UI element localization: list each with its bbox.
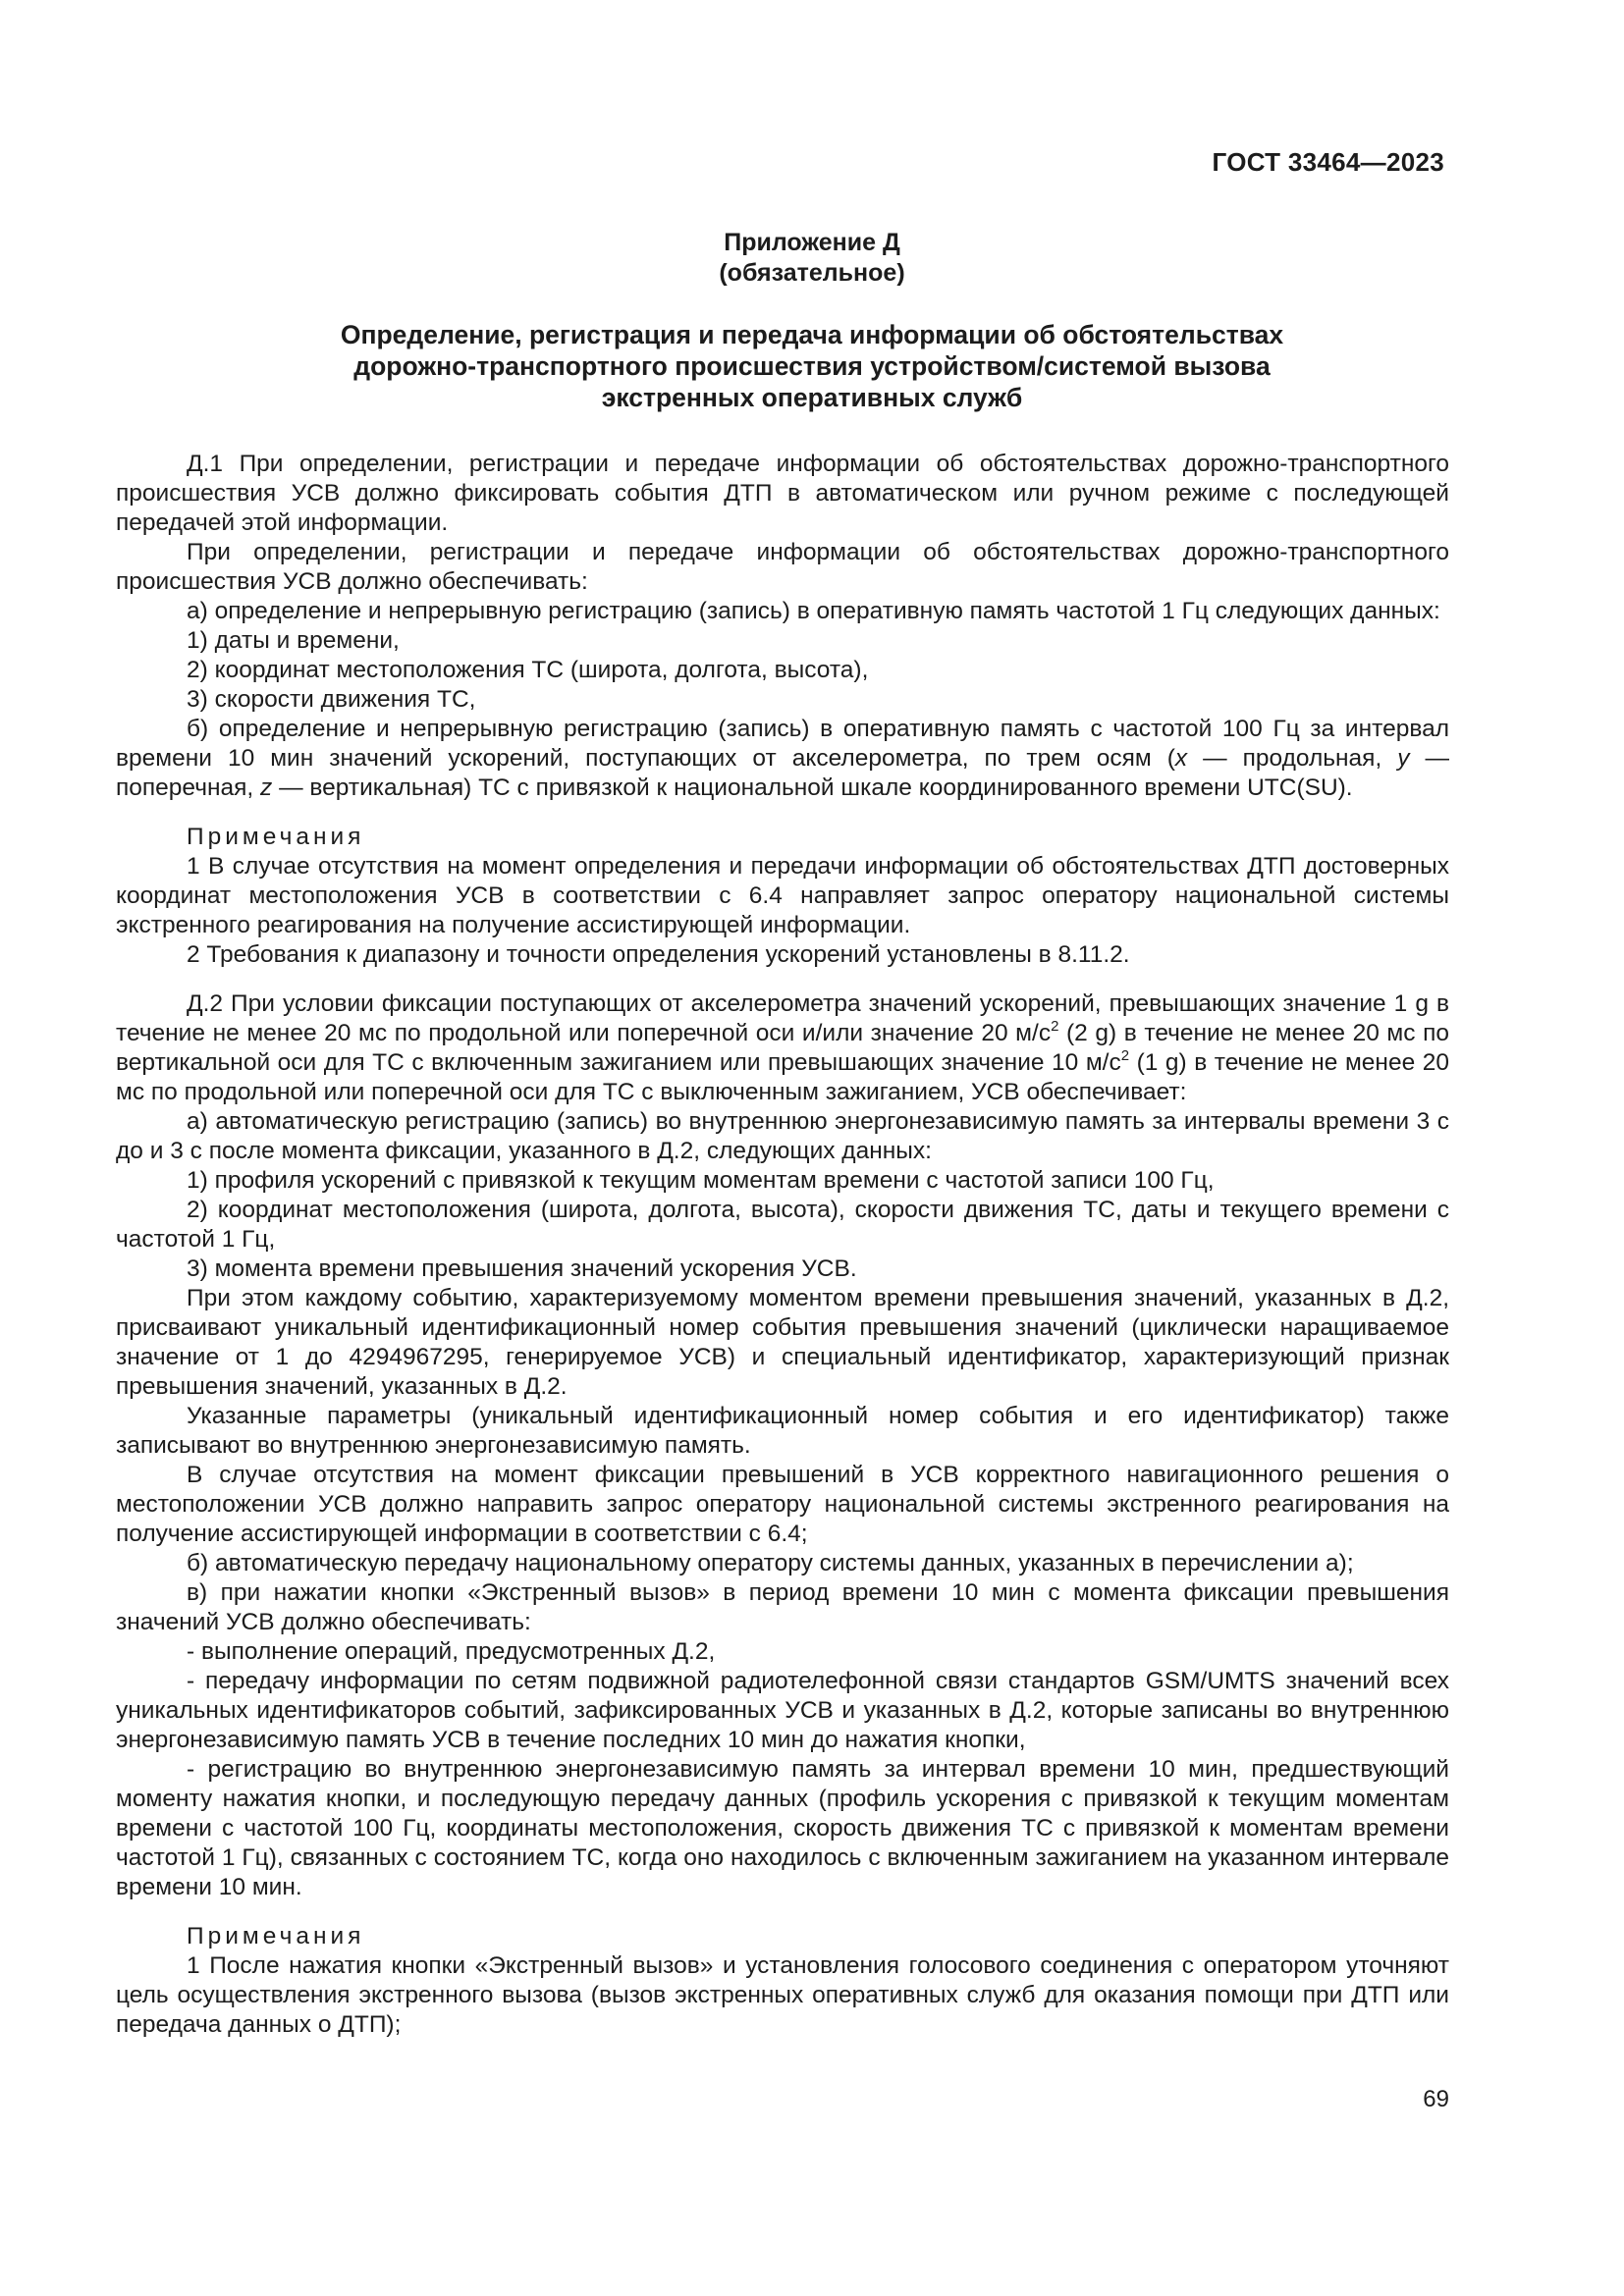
list-item: 2) координат местоположения (широта, долгота, высота), скорости движения ТС, даты и текущего времени с частотой 1 Гц, — [116, 1197, 1449, 1253]
list-item: в) при нажатии кнопки «Экстренный вызов» в период времени 10 мин с момента фиксации превышения значений УСВ должно обеспечивать: — [116, 1579, 1449, 1635]
list-item — [116, 715, 1449, 803]
list-item: 1) профиля ускорений с привязкой к текущим моментам времени с частотой записи 100 Гц, — [187, 1167, 1215, 1194]
axis-symbol: x — [1174, 745, 1188, 772]
paragraph: При этом каждому событию, характеризуемому моментом времени превышения значений, указанных в Д.2, присваивают уникальный идентификационный номер события превышения значений (циклически наращиваемое значение от 1 до 4294967295, генерируемое УСВ) и специальный идентификатор, характеризующий признак превышения значений, указанных в Д.2. — [116, 1285, 1449, 1400]
list-item: - выполнение операций, предусмотренных Д.2, — [187, 1638, 716, 1665]
list-item: - передачу информации по сетям подвижной радиотелефонной связи стандартов GSM/UMTS значений всех уникальных идентификаторов событий, зафиксированных УСВ и указанных в Д.2, которые записаны во внутреннюю энергонезависимую память УСВ в течение последних 10 мин до нажатия кнопки, — [116, 1668, 1449, 1753]
note-item: 1 После нажатия кнопки «Экстренный вызов» и установления голосового соединения с оператором уточняют цель осуществления экстренного вызова (вызов экстренных оперативных служб для оказания помощи при ДТП или передача данных о ДТП); — [116, 1952, 1449, 2038]
axis-symbol: z — [260, 774, 273, 801]
appendix-title — [0, 319, 1624, 413]
paragraph: Д.1 При определении, регистрации и передаче информации об обстоятельствах дорожно-транспортного происшествия УСВ должно фиксировать события ДТП в автоматическом или ручном режиме с последующей передачей этой информации. — [116, 451, 1449, 536]
title-line: Определение, регистрация и передача информации об обстоятельствах — [340, 320, 1284, 349]
standard-code: ГОСТ 33464—2023 — [1212, 147, 1444, 177]
text-run: б) определение и непрерывную регистрацию (запись) в оперативную память с частотой 100 Гц за интервал времени 10 мин значений ускорений, поступающих от акселерометра, по трем осям ( — [116, 716, 1449, 772]
paragraph: При определении, регистрации и передаче информации об обстоятельствах дорожно-транспортного происшествия УСВ должно обеспечивать: — [116, 539, 1449, 595]
list-item: 1) даты и времени, — [187, 627, 400, 654]
superscript: 2 — [1051, 1018, 1059, 1035]
superscript: 2 — [1120, 1047, 1130, 1064]
paragraph: Указанные параметры (уникальный идентификационный номер события и его идентификатор) также записывают во внутреннюю энергонезависимую память. — [116, 1403, 1449, 1459]
list-item: а) автоматическую регистрацию (запись) во внутреннюю энергонезависимую память за интервалы времени 3 с до и 3 с после момента фиксации, указанного в Д.2, следующих данных: — [116, 1108, 1449, 1164]
appendix-status: (обязательное) — [719, 259, 905, 287]
text-run: — продольная, — [1187, 745, 1398, 772]
text-run: (2 g) в течение не менее 20 мс по вертикальной оси для ТС с включенным зажиганием или превышающих значение 10 м/с — [116, 1020, 1449, 1076]
list-item: б) автоматическую передачу национальному оператору системы данных, указанных в перечислении а); — [187, 1550, 1354, 1576]
title-line: экстренных оперативных служб — [601, 383, 1023, 412]
appendix-heading — [0, 228, 1624, 289]
list-item: 2) координат местоположения ТС (широта, долгота, высота), — [187, 657, 869, 683]
note-item: 2 Требования к диапазону и точности определения ускорений установлены в 8.11.2. — [187, 941, 1130, 968]
notes-heading: Примечания — [187, 1923, 365, 1949]
list-item: а) определение и непрерывную регистрацию (запись) в оперативную память частотой 1 Гц следующих данных: — [187, 598, 1440, 624]
paragraph: В случае отсутствия на момент фиксации превышений в УСВ корректного навигационного решения о местоположении УСВ должно направить запрос оператору национальной системы экстренного реагирования на получение ассистирующей информации в соответствии с 6.4; — [116, 1462, 1449, 1547]
title-line: дорожно-транспортного происшествия устройством/системой вызова — [353, 351, 1271, 381]
list-item: 3) скорости движения ТС, — [187, 686, 476, 713]
text-run: — вертикальная) ТС с привязкой к национальной шкале координированного времени UTC(SU). — [272, 774, 1353, 801]
document-body — [116, 450, 1449, 2040]
text-run: — поперечная, — [116, 745, 1449, 801]
notes-heading: Примечания — [187, 824, 365, 850]
axis-symbol: y — [1397, 745, 1410, 772]
appendix-name: Приложение Д — [724, 229, 900, 256]
list-item: 3) момента времени превышения значений ускорения УСВ. — [187, 1255, 857, 1282]
text-run: (1 g) в течение не менее 20 мс по продольной или поперечной оси для ТС с выключенным зажиганием, УСВ обеспечивает: — [116, 1049, 1449, 1105]
note-item: 1 В случае отсутствия на момент определения и передачи информации об обстоятельствах ДТП достоверных координат местоположения УСВ в соответствии с 6.4 направляет запрос оператору национальной системы экстренного реагирования на получение ассистирующей информации. — [116, 853, 1449, 938]
text-run: Д.2 При условии фиксации поступающих от акселерометра значений ускорений, превышающих значение 1 g в течение не менее 20 мс по продольной или поперечной оси и/или значение 20 м/с — [116, 990, 1449, 1046]
paragraph — [116, 989, 1449, 1107]
page-number: 69 — [1423, 2086, 1449, 2112]
list-item: - регистрацию во внутреннюю энергонезависимую память за интервал времени 10 мин, предшествующий моменту нажатия кнопки, и последующую передачу данных (профиль ускорения с привязкой к текущим моментам времени с частотой 100 Гц, координаты местоположения, скорость движения ТС с привязкой к моментам времени частотой 1 Гц), связанных с состоянием ТС, когда оно находилось с включенным зажиганием на указанном интервале времени 10 мин. — [116, 1756, 1449, 1900]
